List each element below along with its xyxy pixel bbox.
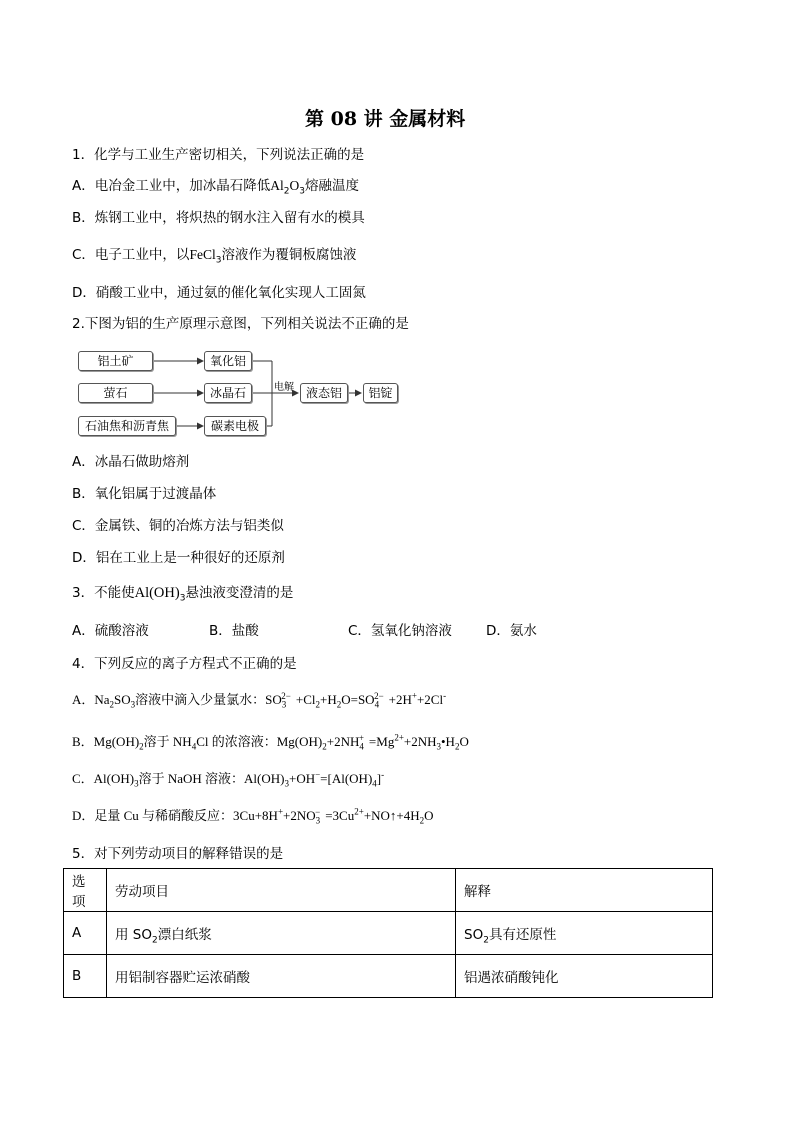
header-explanation: 解释: [456, 869, 713, 912]
box-bauxite: 铝土矿: [78, 351, 153, 371]
table-row: [64, 912, 713, 955]
q5-table: [63, 868, 713, 998]
q3-option-d: D．氨水: [486, 623, 537, 639]
row-labor-item: 用 $SO_2$漂白纸浆: [107, 912, 456, 955]
box-coke: 石油焦和沥青焦: [78, 416, 176, 436]
q1-stem: 1．化学与工业生产密切相关，下列说法正确的是: [72, 147, 365, 163]
q2-option-c: C．金属铁、铜的冶炼方法与铝类似: [72, 518, 284, 534]
row-explanation: 铝遇浓硝酸钝化: [456, 955, 713, 998]
q1-option-d: D．硝酸工业中，通过氨的催化氧化实现人工固氮: [72, 285, 366, 301]
q4-option-d: D．足量 Cu 与稀硝酸反应：$3Cu+8H^++2NO_3^-$ $=3Cu^{2+}+NO↑+4H_2O$: [72, 806, 434, 826]
page-title: 第 08 讲 金属材料: [305, 108, 466, 130]
q3-stem: 3．不能使$Al(OH)_3$悬浊液变澄清的是: [72, 585, 294, 604]
box-carbon-electrode: 碳素电极: [204, 416, 266, 436]
table-header-row: [64, 869, 713, 912]
header-labor-item: 劳动项目: [107, 869, 456, 912]
box-alumina: 氧化铝: [204, 351, 252, 371]
q5-stem: 5．对下列劳动项目的解释错误的是: [72, 846, 284, 862]
q4-option-a: A．$Na_2SO_3$溶液中滴入少量氯水：$SO_3^{2-} +Cl_2+H_2O=SO_4^{2-} +2H^++2Cl^-$: [72, 690, 447, 710]
box-fluorite: 萤石: [78, 383, 153, 403]
box-cryolite: 冰晶石: [204, 383, 252, 403]
row-option: A: [64, 912, 107, 955]
row-explanation: $SO_2$具有还原性: [456, 912, 713, 955]
q4-option-b: B．$Mg(OH)_2$溶于 $NH_4Cl$ 的浓溶液：$Mg(OH)_2+2NH_4^+$ $=Mg^{2+}+2NH_3•H_2O$: [72, 732, 469, 752]
row-option: B: [64, 955, 107, 998]
row-labor-item: 用铝制容器贮运浓硝酸: [107, 955, 456, 998]
q1-option-a: A．电冶金工业中，加冰晶石降低$Al_2O_3$熔融温度: [72, 178, 359, 197]
q4-stem: 4．下列反应的离子方程式不正确的是: [72, 656, 297, 672]
q2-option-d: D．铝在工业上是一种很好的还原剂: [72, 550, 285, 566]
q3-option-b: B．盐酸: [209, 623, 259, 639]
label-electrolysis: 电解: [274, 382, 294, 393]
q1-option-b: B．炼钢工业中，将炽热的钢水注入留有水的模具: [72, 210, 365, 226]
q2-option-b: B．氧化铝属于过渡晶体: [72, 486, 217, 502]
box-aluminum-ingot: 铝锭: [363, 383, 398, 403]
q2-option-a: A．冰晶石做助熔剂: [72, 454, 190, 470]
q4-option-c: C．$Al(OH)_3$溶于 NaOH 溶液：$Al(OH)_3+OH^-=[Al(OH)_4]^-$: [72, 769, 385, 789]
q2-stem: 2.下图为铝的生产原理示意图，下列相关说法不正确的是: [72, 316, 409, 332]
q3-option-a: A．硫酸溶液: [72, 623, 149, 639]
header-option: 选项: [64, 869, 107, 912]
table-row: [64, 955, 713, 998]
q1-option-c: C．电子工业中，以FeCl$_3$溶液作为覆铜板腐蚀液: [72, 247, 357, 266]
box-liquid-aluminum: 液态铝: [300, 383, 348, 403]
q3-option-c: C．氢氧化钠溶液: [348, 623, 452, 639]
